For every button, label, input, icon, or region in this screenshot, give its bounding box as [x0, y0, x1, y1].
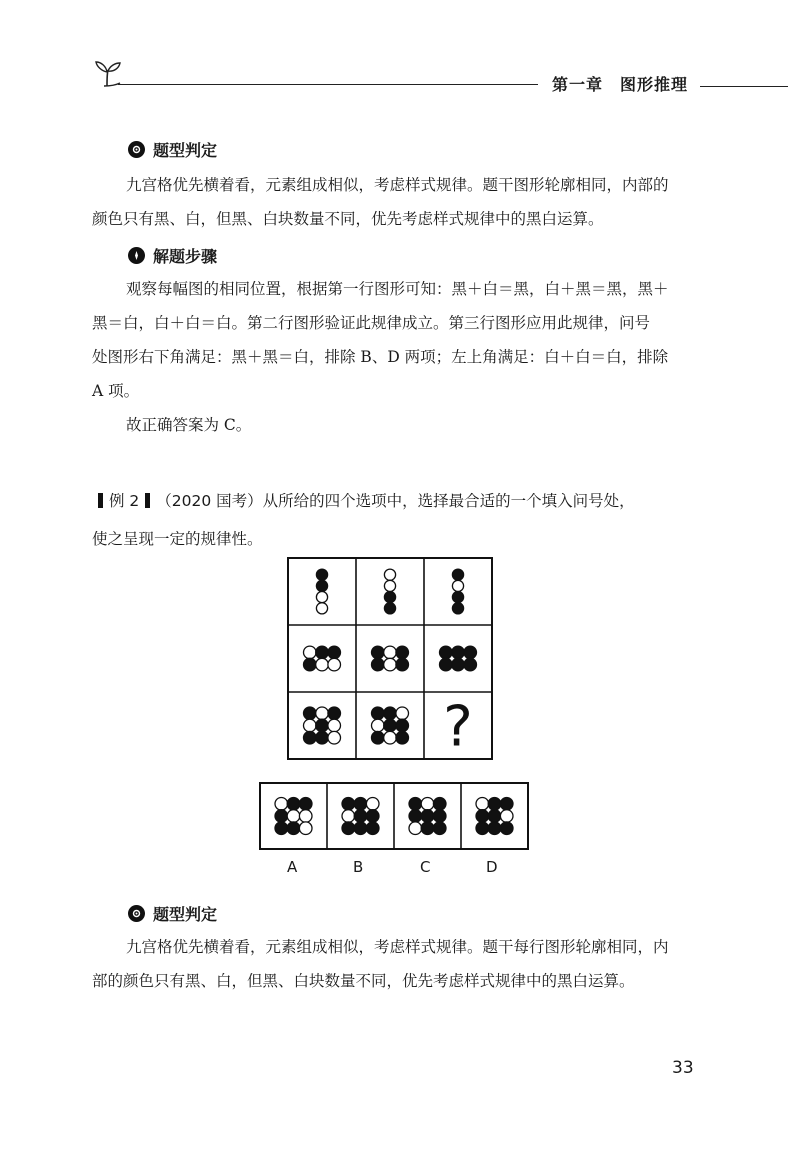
black-circle: [396, 646, 409, 659]
black-circle: [500, 798, 513, 811]
black-circle: [452, 646, 465, 659]
white-circle: [500, 810, 513, 823]
black-circle: [316, 646, 329, 659]
white-circle: [316, 592, 327, 603]
section-title: 题型判定: [153, 141, 218, 160]
text-line: 九宫格优先横着看，元素组成相似，考虑样式规律。题干每行图形轮廓相同，内: [126, 938, 669, 956]
black-circle: [342, 822, 355, 835]
section-heading-judgement: [128, 902, 217, 925]
option-label-a: A: [287, 858, 298, 876]
black-circle: [384, 719, 397, 732]
black-circle: [440, 658, 453, 671]
text-line: 黑＝白，白＋白＝白。第二行图形验证此规律成立。第三行图形应用此规律，问号: [92, 314, 651, 332]
black-circle: [500, 822, 513, 835]
white-circle: [299, 822, 312, 835]
black-circle: [354, 798, 367, 811]
black-circle: [476, 822, 489, 835]
black-circle: [396, 719, 409, 732]
black-circle: [488, 822, 501, 835]
black-circle: [366, 822, 379, 835]
page-number: 33: [672, 1058, 694, 1078]
white-circle: [299, 810, 312, 823]
black-circle: [409, 798, 422, 811]
section-title: 题型判定: [153, 905, 218, 924]
section-body: [92, 930, 692, 998]
white-circle: [328, 719, 341, 732]
example-text: 使之呈现一定的规律性。: [92, 530, 263, 548]
black-circle: [328, 646, 341, 659]
black-circle: [433, 798, 446, 811]
conclusion-line: 故正确答案为 C。: [126, 416, 252, 434]
example-text: 从所给的四个选项中，选择最合适的一个填入问号处，: [262, 492, 635, 510]
chapter-title: 第一章 图形推理: [552, 75, 689, 94]
black-circle: [464, 646, 477, 659]
white-circle: [287, 810, 300, 823]
black-circle: [476, 810, 489, 823]
example-label: 例 2: [109, 492, 140, 510]
black-circle: [396, 731, 409, 744]
white-circle: [476, 798, 489, 811]
white-circle: [372, 719, 385, 732]
white-circle: [328, 731, 341, 744]
example-source: （2020 国考）: [156, 492, 263, 510]
black-circle: [464, 658, 477, 671]
white-circle: [342, 810, 355, 823]
option-label-d: D: [486, 858, 498, 876]
white-circle: [275, 798, 288, 811]
black-circle: [421, 810, 434, 823]
black-circle: [452, 658, 465, 671]
black-circle: [304, 707, 317, 720]
white-circle: [366, 798, 379, 811]
text-line: 处图形右下角满足：黑＋黑＝白，排除 B、D 两项；左上角满足：白＋白＝白，排除: [92, 348, 669, 366]
black-circle: [433, 822, 446, 835]
black-circle: [304, 658, 317, 671]
question-mark: ?: [443, 694, 473, 760]
white-circle: [384, 580, 395, 591]
black-circle: [316, 719, 329, 732]
white-circle: [304, 719, 317, 732]
white-circle: [304, 646, 317, 659]
white-circle: [384, 569, 395, 580]
white-circle: [384, 658, 397, 671]
white-circle: [396, 707, 409, 720]
black-circle: [299, 798, 312, 811]
black-circle: [287, 822, 300, 835]
black-circle: [409, 810, 422, 823]
black-circle: [372, 646, 385, 659]
black-circle: [384, 707, 397, 720]
black-circle: [372, 707, 385, 720]
option-label-c: C: [420, 858, 431, 876]
black-circle: [316, 731, 329, 744]
black-circle: [275, 810, 288, 823]
black-circle: [384, 603, 395, 614]
black-circle: [452, 592, 463, 603]
black-circle: [366, 810, 379, 823]
black-circle: [433, 810, 446, 823]
white-circle: [384, 731, 397, 744]
text-line: A 项。: [92, 382, 140, 400]
black-circle: [316, 580, 327, 591]
black-circle: [304, 731, 317, 744]
white-circle: [384, 646, 397, 659]
black-circle: [354, 822, 367, 835]
black-circle: [421, 822, 434, 835]
black-circle: [372, 658, 385, 671]
black-circle: [452, 603, 463, 614]
black-circle: [342, 798, 355, 811]
black-circle: [328, 707, 341, 720]
black-circle: [452, 569, 463, 580]
black-circle: [316, 569, 327, 580]
black-circle: [396, 658, 409, 671]
white-circle: [316, 603, 327, 614]
white-circle: [316, 658, 329, 671]
white-circle: [409, 822, 422, 835]
black-circle: [372, 731, 385, 744]
black-circle: [287, 798, 300, 811]
black-circle: [384, 592, 395, 603]
gear-icon: [128, 905, 145, 922]
black-circle: [488, 810, 501, 823]
white-circle: [452, 580, 463, 591]
text-line: 部的颜色只有黑、白，但黑、白块数量不同，优先考虑样式规律中的黑白运算。: [92, 972, 635, 990]
black-circle: [440, 646, 453, 659]
section-title: 解题步骤: [153, 247, 218, 266]
white-circle: [328, 658, 341, 671]
option-label-b: B: [353, 858, 364, 876]
white-circle: [316, 707, 329, 720]
black-circle: [275, 822, 288, 835]
white-circle: [421, 798, 434, 811]
text-line: 颜色只有黑、白，但黑、白块数量不同，优先考虑样式规律中的黑白运算。: [92, 210, 604, 228]
black-circle: [354, 810, 367, 823]
text-line: 九宫格优先横着看，元素组成相似，考虑样式规律。题干图形轮廓相同，内部的: [126, 176, 669, 194]
text-line: 观察每幅图的相同位置，根据第一行图形可知：黑＋白＝黑，白＋黑＝黑，黑＋: [126, 280, 669, 298]
black-circle: [488, 798, 501, 811]
